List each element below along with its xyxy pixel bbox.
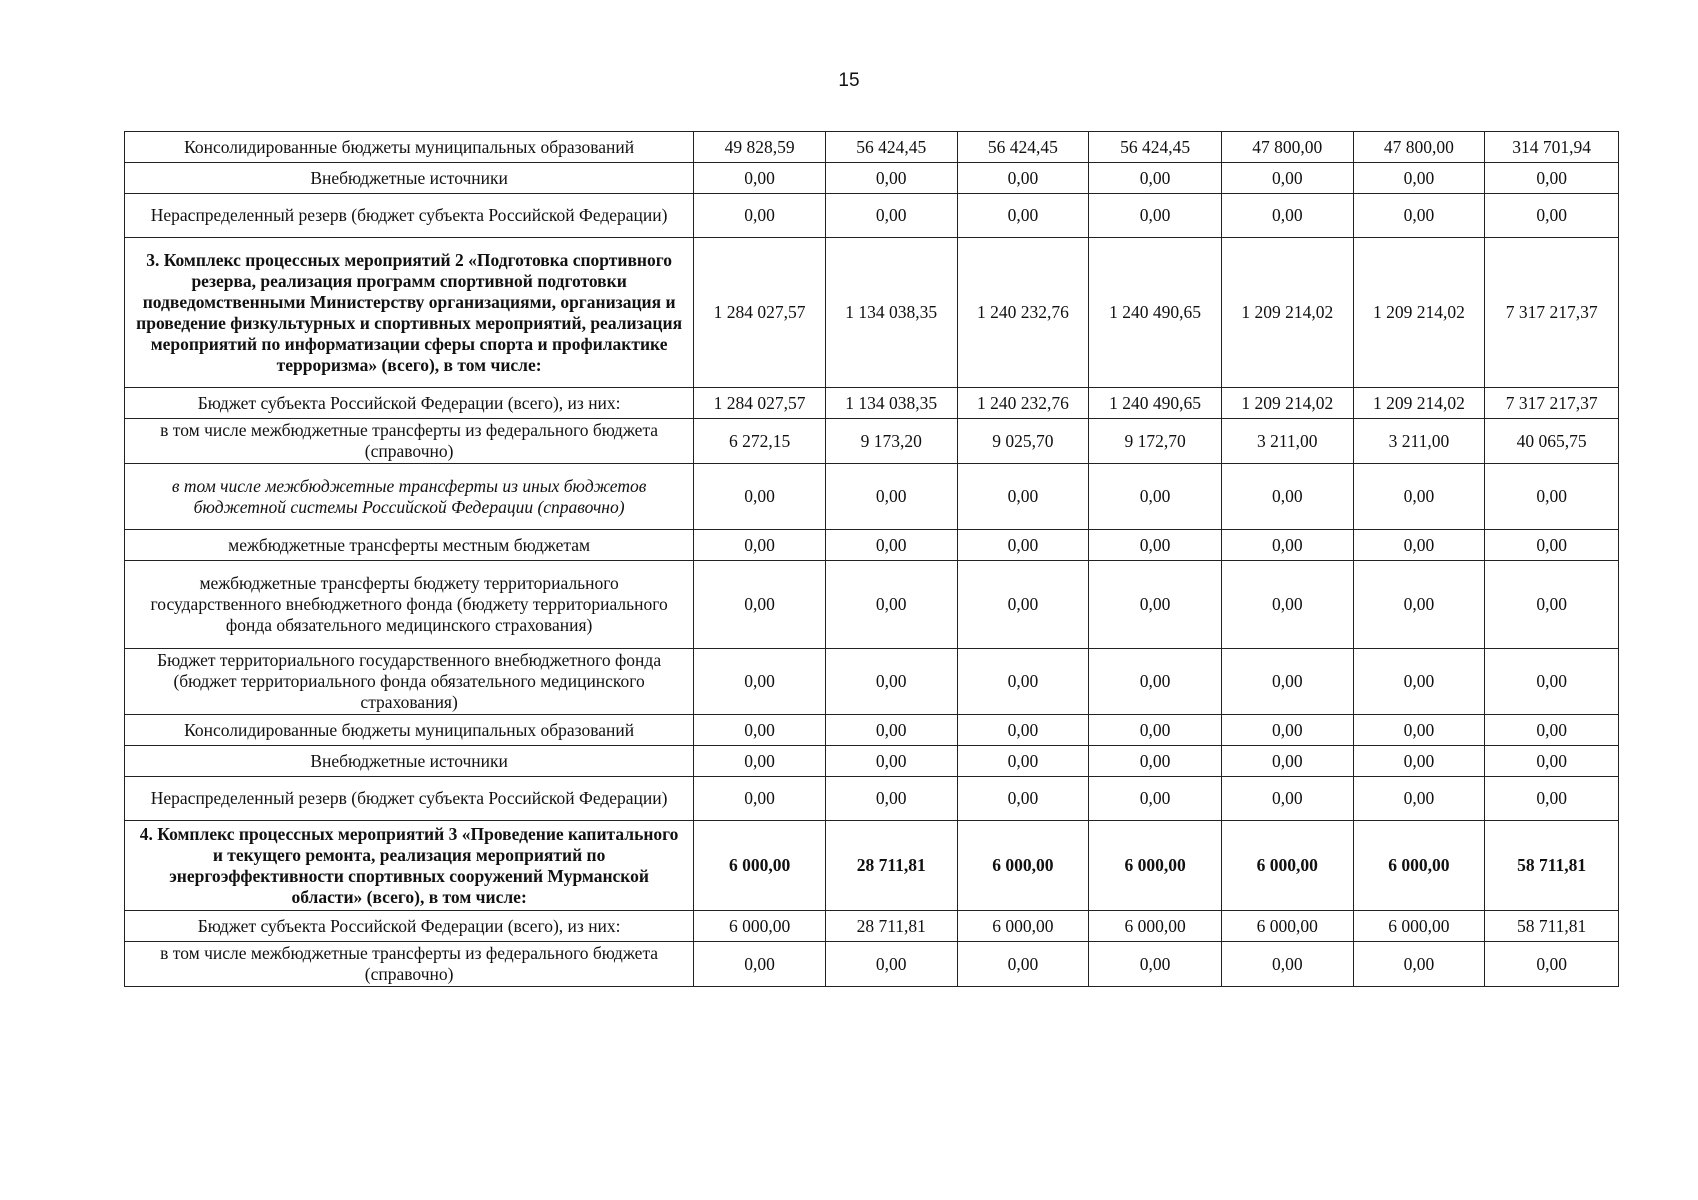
value-cell: 0,00 (1353, 746, 1485, 777)
value-cell: 0,00 (957, 464, 1089, 530)
value-cell: 0,00 (825, 163, 957, 194)
value-cell: 0,00 (957, 561, 1089, 649)
row-label: 4. Комплекс процессных мероприятий 3 «Проведение капитального и текущего ремонта, реализация мероприятий по энергоэффективности спортивных сооружений Мурманской области» (всего), в том числе: (125, 821, 694, 911)
table-row (125, 777, 1619, 821)
value-cell: 0,00 (1353, 464, 1485, 530)
value-cell: 0,00 (1089, 194, 1222, 238)
row-label: Внебюджетные источники (125, 163, 694, 194)
value-cell: 0,00 (957, 649, 1089, 715)
value-cell: 6 000,00 (1221, 821, 1353, 911)
value-cell: 58 711,81 (1485, 911, 1619, 942)
value-cell: 0,00 (1485, 777, 1619, 821)
value-cell: 1 209 214,02 (1353, 238, 1485, 388)
value-cell: 0,00 (1089, 942, 1222, 987)
value-cell: 0,00 (1485, 715, 1619, 746)
value-cell: 28 711,81 (825, 911, 957, 942)
value-cell: 0,00 (1353, 163, 1485, 194)
table-row (125, 649, 1619, 715)
table-row (125, 821, 1619, 911)
value-cell: 56 424,45 (825, 132, 957, 163)
table-row (125, 419, 1619, 464)
value-cell: 0,00 (957, 746, 1089, 777)
value-cell: 0,00 (1089, 715, 1222, 746)
value-cell: 28 711,81 (825, 821, 957, 911)
value-cell: 6 272,15 (694, 419, 826, 464)
value-cell: 0,00 (825, 746, 957, 777)
value-cell: 9 172,70 (1089, 419, 1222, 464)
value-cell: 6 000,00 (1221, 911, 1353, 942)
row-label: 3. Комплекс процессных мероприятий 2 «Подготовка спортивного резерва, реализация программ спортивной подготовки подведомственными Министерству организациями, организация и проведение физкультурных и спортивных мероприятий, реализация мероприятий по информатизации сферы спорта и профилактике терроризма» (всего), в том числе: (125, 238, 694, 388)
value-cell: 0,00 (957, 715, 1089, 746)
value-cell: 1 209 214,02 (1221, 388, 1353, 419)
value-cell: 0,00 (1221, 649, 1353, 715)
value-cell: 9 173,20 (825, 419, 957, 464)
budget-table (124, 131, 1619, 987)
value-cell: 1 284 027,57 (694, 388, 826, 419)
value-cell: 0,00 (825, 942, 957, 987)
value-cell: 0,00 (694, 715, 826, 746)
value-cell: 1 134 038,35 (825, 388, 957, 419)
value-cell: 1 240 232,76 (957, 388, 1089, 419)
value-cell: 0,00 (1221, 715, 1353, 746)
value-cell: 3 211,00 (1221, 419, 1353, 464)
value-cell: 3 211,00 (1353, 419, 1485, 464)
value-cell: 0,00 (1089, 530, 1222, 561)
value-cell: 314 701,94 (1485, 132, 1619, 163)
value-cell: 0,00 (694, 464, 826, 530)
value-cell: 6 000,00 (1353, 821, 1485, 911)
value-cell: 1 284 027,57 (694, 238, 826, 388)
value-cell: 0,00 (1221, 530, 1353, 561)
value-cell: 0,00 (1353, 530, 1485, 561)
row-label: Бюджет субъекта Российской Федерации (всего), из них: (125, 911, 694, 942)
value-cell: 0,00 (825, 777, 957, 821)
value-cell: 0,00 (1221, 942, 1353, 987)
value-cell: 0,00 (1089, 163, 1222, 194)
value-cell: 0,00 (1221, 746, 1353, 777)
value-cell: 0,00 (1089, 649, 1222, 715)
value-cell: 0,00 (694, 163, 826, 194)
value-cell: 0,00 (1221, 561, 1353, 649)
value-cell: 0,00 (1485, 464, 1619, 530)
value-cell: 0,00 (825, 464, 957, 530)
table-row (125, 238, 1619, 388)
table-row (125, 715, 1619, 746)
value-cell: 7 317 217,37 (1485, 238, 1619, 388)
row-label: в том числе межбюджетные трансферты из федерального бюджета (справочно) (125, 419, 694, 464)
table-row (125, 163, 1619, 194)
value-cell: 56 424,45 (957, 132, 1089, 163)
value-cell: 9 025,70 (957, 419, 1089, 464)
value-cell: 0,00 (1485, 530, 1619, 561)
value-cell: 6 000,00 (1089, 911, 1222, 942)
value-cell: 0,00 (825, 715, 957, 746)
row-label: Консолидированные бюджеты муниципальных образований (125, 132, 694, 163)
value-cell: 0,00 (1221, 777, 1353, 821)
value-cell: 47 800,00 (1221, 132, 1353, 163)
row-label: в том числе межбюджетные трансферты из иных бюджетов бюджетной системы Российской Федерации (справочно) (125, 464, 694, 530)
table-row (125, 746, 1619, 777)
value-cell: 1 240 490,65 (1089, 238, 1222, 388)
value-cell: 0,00 (1221, 163, 1353, 194)
value-cell: 0,00 (694, 649, 826, 715)
value-cell: 0,00 (1353, 942, 1485, 987)
value-cell: 0,00 (1353, 649, 1485, 715)
row-label: межбюджетные трансферты бюджету территориального государственного внебюджетного фонда (бюджету территориального фонда обязательного медицинского страхования) (125, 561, 694, 649)
value-cell: 0,00 (957, 163, 1089, 194)
value-cell: 1 209 214,02 (1221, 238, 1353, 388)
value-cell: 0,00 (1485, 194, 1619, 238)
row-label: Бюджет территориального государственного внебюджетного фонда (бюджет территориального фонда обязательного медицинского страхования) (125, 649, 694, 715)
value-cell: 1 240 232,76 (957, 238, 1089, 388)
row-label: межбюджетные трансферты местным бюджетам (125, 530, 694, 561)
value-cell: 0,00 (694, 530, 826, 561)
value-cell: 1 134 038,35 (825, 238, 957, 388)
row-label: в том числе межбюджетные трансферты из федерального бюджета (справочно) (125, 942, 694, 987)
value-cell: 1 209 214,02 (1353, 388, 1485, 419)
table-row (125, 561, 1619, 649)
value-cell: 0,00 (1485, 942, 1619, 987)
table-row (125, 132, 1619, 163)
table-row (125, 530, 1619, 561)
value-cell: 6 000,00 (957, 911, 1089, 942)
row-label: Внебюджетные источники (125, 746, 694, 777)
value-cell: 0,00 (694, 194, 826, 238)
table-row (125, 194, 1619, 238)
table-row (125, 464, 1619, 530)
value-cell: 1 240 490,65 (1089, 388, 1222, 419)
value-cell: 58 711,81 (1485, 821, 1619, 911)
value-cell: 0,00 (694, 777, 826, 821)
value-cell: 0,00 (1353, 715, 1485, 746)
value-cell: 0,00 (825, 649, 957, 715)
value-cell: 0,00 (1089, 464, 1222, 530)
value-cell: 56 424,45 (1089, 132, 1222, 163)
value-cell: 49 828,59 (694, 132, 826, 163)
value-cell: 0,00 (957, 942, 1089, 987)
value-cell: 0,00 (1353, 561, 1485, 649)
value-cell: 0,00 (957, 530, 1089, 561)
row-label: Бюджет субъекта Российской Федерации (всего), из них: (125, 388, 694, 419)
value-cell: 7 317 217,37 (1485, 388, 1619, 419)
value-cell: 0,00 (1089, 746, 1222, 777)
value-cell: 0,00 (1089, 561, 1222, 649)
value-cell: 6 000,00 (1089, 821, 1222, 911)
value-cell: 0,00 (1221, 464, 1353, 530)
page-number: 15 (838, 70, 860, 91)
value-cell: 0,00 (694, 942, 826, 987)
value-cell: 0,00 (957, 194, 1089, 238)
budget-table-body (125, 132, 1619, 987)
value-cell: 0,00 (694, 746, 826, 777)
value-cell: 6 000,00 (694, 911, 826, 942)
table-row (125, 942, 1619, 987)
table-row (125, 911, 1619, 942)
value-cell: 0,00 (1089, 777, 1222, 821)
value-cell: 47 800,00 (1353, 132, 1485, 163)
value-cell: 0,00 (1353, 777, 1485, 821)
row-label: Консолидированные бюджеты муниципальных образований (125, 715, 694, 746)
row-label: Нераспределенный резерв (бюджет субъекта Российской Федерации) (125, 194, 694, 238)
row-label: Нераспределенный резерв (бюджет субъекта Российской Федерации) (125, 777, 694, 821)
value-cell: 40 065,75 (1485, 419, 1619, 464)
value-cell: 0,00 (694, 561, 826, 649)
value-cell: 6 000,00 (957, 821, 1089, 911)
value-cell: 0,00 (1221, 194, 1353, 238)
table-row (125, 388, 1619, 419)
value-cell: 0,00 (825, 561, 957, 649)
value-cell: 0,00 (957, 777, 1089, 821)
value-cell: 0,00 (825, 194, 957, 238)
value-cell: 0,00 (1485, 163, 1619, 194)
value-cell: 0,00 (825, 530, 957, 561)
value-cell: 0,00 (1485, 746, 1619, 777)
value-cell: 0,00 (1485, 561, 1619, 649)
value-cell: 0,00 (1485, 649, 1619, 715)
value-cell: 6 000,00 (1353, 911, 1485, 942)
value-cell: 0,00 (1353, 194, 1485, 238)
value-cell: 6 000,00 (694, 821, 826, 911)
